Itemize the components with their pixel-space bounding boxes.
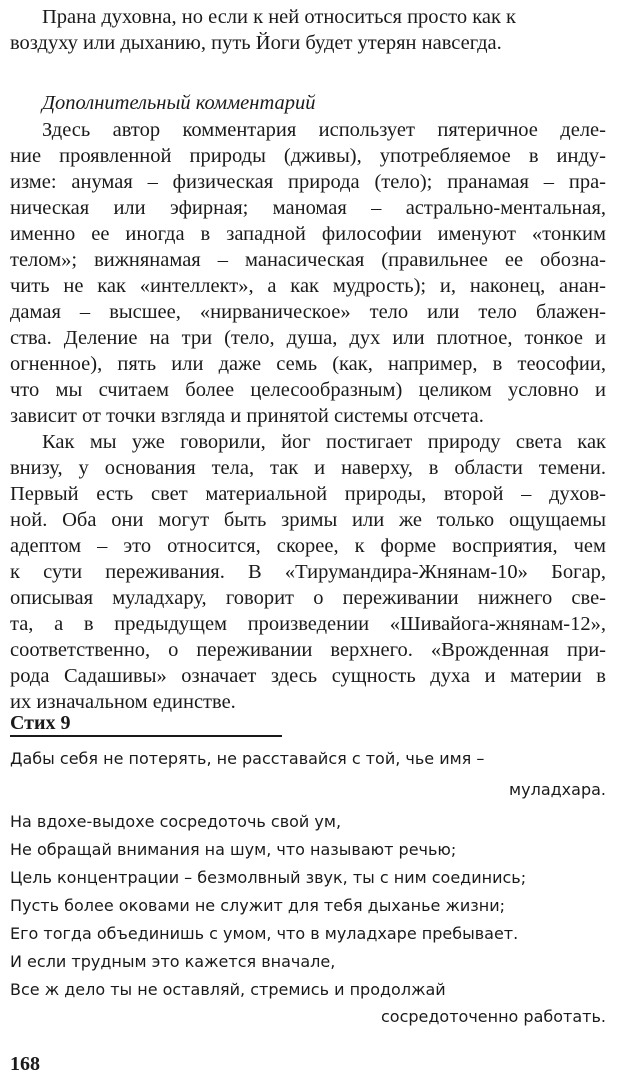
text-line: Первый есть свет материальной природы, второй – духов- <box>10 483 606 505</box>
verse-line: На вдохе-выдохе сосредоточь свой ум, <box>10 812 342 831</box>
text-line: зависит от точки взгляда и принятой системы отсчета. <box>10 405 484 427</box>
text-line: ническая или эфирная; маномая – астрально-ментальная, <box>10 197 606 219</box>
text-line: внизу, у основания тела, так и наверху, в области темени. <box>10 457 606 479</box>
text-line: к сути переживания. В «Тирумандира-Жнянам-10» Богар, <box>10 561 606 583</box>
text-line: ства. Деление на три (тело, душа, дух или плотное, тонкое и <box>10 327 606 349</box>
text-line: адептом – это относится, скорее, к форме восприятия, чем <box>10 535 606 557</box>
verse-line: И если трудным это кажется вначале, <box>10 952 336 971</box>
verse-line: муладхара. <box>509 780 606 799</box>
text-line: Как мы уже говорили, йог постигает природу света как <box>42 431 606 453</box>
heading-rule <box>10 735 282 737</box>
text-line: чить не как «интеллект», а как мудрость); и, наконец, анан- <box>10 275 606 297</box>
text-line: именно ее иногда в западной философии именуют «тонким <box>10 223 606 245</box>
text-line: рода Садашивы» означает здесь сущность духа и материи в <box>10 665 606 687</box>
verse-line: сосредоточенно работать. <box>380 1007 606 1026</box>
text-line: ной. Оба они могут быть зримы или же только ощущаемы <box>10 509 606 531</box>
text-line: дамая – высшее, «нирваническое» тело или тело блажен- <box>10 301 606 323</box>
page-number: 168 <box>10 1053 40 1075</box>
text-line: соответственно, о переживании верхнего. «Врожденная при- <box>10 639 606 661</box>
text-line: изме: анумая – физическая природа (тело); пранамая – пра- <box>10 171 606 193</box>
verse-line: Его тогда объединишь с умом, что в муладхаре пребывает. <box>10 924 519 943</box>
verse-line: Цель концентрации – безмолвный звук, ты с ним соединись; <box>10 868 527 887</box>
comment-heading: Дополнительный комментарий <box>42 92 316 114</box>
text-line: огненное), пять или даже семь (как, например, в теософии, <box>10 353 606 375</box>
text-line: Прана духовна, но если к ней относиться просто как к <box>42 6 517 28</box>
text-line: телом»; вижнянамая – манасическая (правильнее ее обозна- <box>10 249 606 271</box>
text-line: что мы считаем более целесообразным) целиком условно и <box>10 379 606 401</box>
verse-heading: Стих 9 <box>10 712 71 734</box>
text-line: их изначальном единстве. <box>10 691 236 713</box>
text-line: воздуху или дыханию, путь Йоги будет утерян навсегда. <box>10 32 502 54</box>
verse-line: Все ж дело ты не оставляй, стремись и продолжай <box>10 980 446 999</box>
verse-line: Пусть более оковами не служит для тебя дыханье жизни; <box>10 896 506 915</box>
text-line: описывая муладхару, говорит о переживании нижнего све- <box>10 587 606 609</box>
verse-line: Дабы себя не потерять, не расставайся с той, чье имя – <box>10 749 485 768</box>
text-line: та, а в предыдущем произведении «Шивайога-жнянам-12», <box>10 613 606 635</box>
text-line: ние проявленной природы (дживы), употребляемое в инду- <box>10 145 606 167</box>
verse-line: Не обращай внимания на шум, что называют речью; <box>10 840 457 859</box>
text-line: Здесь автор комментария использует пятеричное деле- <box>42 119 606 141</box>
